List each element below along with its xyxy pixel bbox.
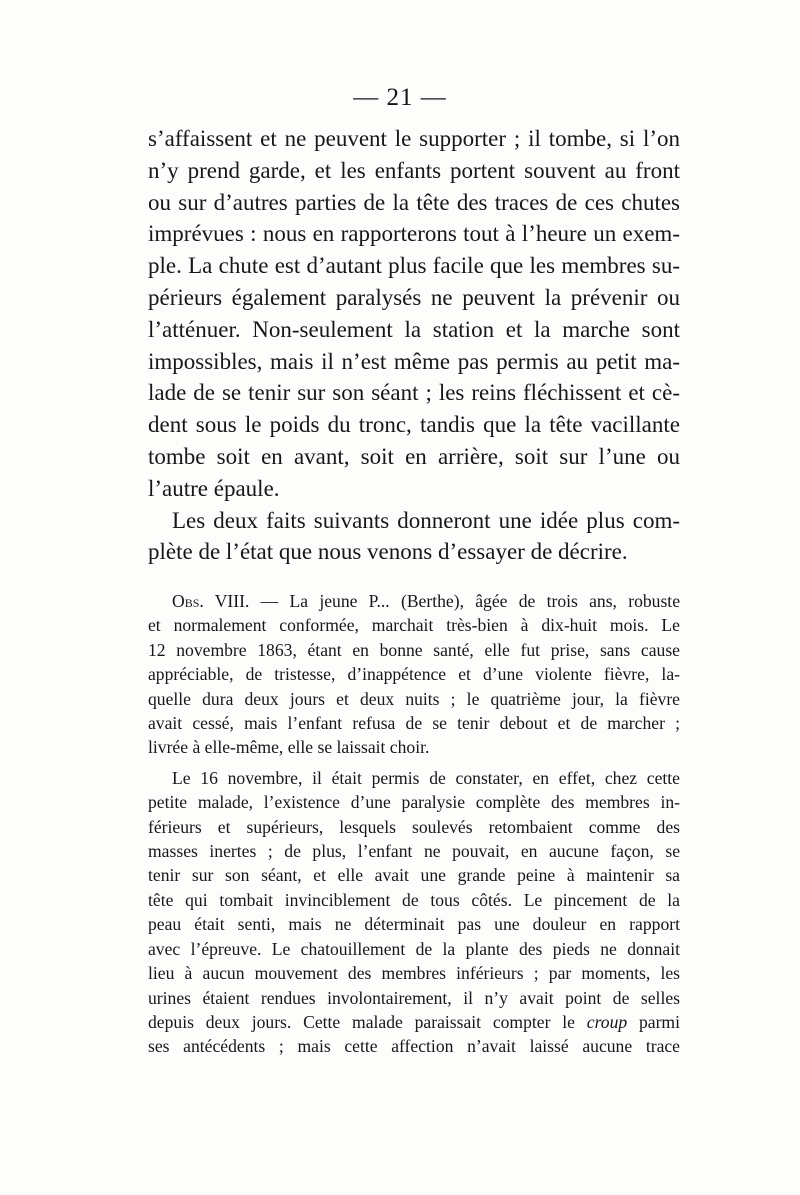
observation-line: peau était senti, mais ne déterminait pas une douleur en rapport xyxy=(148,914,680,935)
observation-label: Obs. VIII. xyxy=(172,591,250,611)
main-line: plète de l’état que nous venons d’essayer de décrire. xyxy=(148,539,628,565)
observation-line: urines étaient rendues involontairement, il n’y avait point de selles xyxy=(148,987,680,1008)
observation-line: avec l’épreuve. Le chatouillement de la plante des pieds ne donnait xyxy=(148,938,680,959)
observation-block xyxy=(148,589,680,1059)
observation-line: appréciable, de tristesse, d’inappétence et d’une violente fièvre, la- xyxy=(148,664,680,685)
observation-line: Le 16 novembre, il était permis de constater, en effet, chez cette xyxy=(172,767,680,788)
main-line: n’y prend garde, et les enfants portent souvent au front xyxy=(148,157,680,183)
observation-line: lieu à aucun mouvement des membres inférieurs ; par moments, les xyxy=(148,963,680,984)
observation-line: 12 novembre 1863, étant en bonne santé, elle fut prise, sans cause xyxy=(148,639,680,660)
main-line: imprévues : nous en rapporterons tout à l’heure un exem- xyxy=(148,221,680,247)
observation-line: livrée à elle-même, elle se laissait choir. xyxy=(148,737,430,758)
observation-line: avait cessé, mais l’enfant refusa de se tenir debout et de marcher ; xyxy=(148,713,680,734)
main-text xyxy=(148,123,680,568)
observation-line xyxy=(148,1010,680,1034)
observation-line: masses inertes ; de plus, l’enfant ne pouvait, en aucune façon, se xyxy=(148,841,680,862)
main-line: tombe soit en avant, soit en arrière, soit sur l’une ou xyxy=(148,443,680,469)
main-line: dent sous le poids du tronc, tandis que la tête vacillante xyxy=(148,412,680,438)
main-line: lade de se tenir sur son séant ; les reins fléchissent et cè- xyxy=(148,380,680,406)
observation-text: depuis deux jours. Cette malade paraissait compter le xyxy=(148,1011,587,1032)
observation-line: tenir sur son séant, et elle avait une grande peine à maintenir sa xyxy=(148,865,680,886)
observation-line: quelle dura deux jours et deux nuits ; le quatrième jour, la fièvre xyxy=(148,688,680,709)
page-number: — 21 — xyxy=(353,84,447,111)
main-line: s’affaissent et ne peuvent le supporter ; il tombe, si l’on xyxy=(148,126,680,151)
observation-line: férieurs et supérieurs, lesquels soulevés retombaient comme des xyxy=(148,816,680,837)
observation-text: parmi xyxy=(627,1011,681,1032)
observation-line: et normalement conformée, marchait très-bien à dix-huit mois. Le xyxy=(148,615,680,636)
main-line: périeurs également paralysés ne peuvent la prévenir ou xyxy=(148,284,680,310)
observation-line: ses antécédents ; mais cette affection n’avait laissé aucune trace xyxy=(148,1036,680,1057)
observation-line: petite malade, l’existence d’une paralysie complète des membres in- xyxy=(148,792,680,813)
italic-term: croup xyxy=(586,1011,628,1032)
observation-line xyxy=(148,589,680,613)
main-line: l’atténuer. Non-seulement la station et la marche sont xyxy=(148,316,680,342)
main-line: ou sur d’autres parties de la tête des traces de ces chutes xyxy=(148,189,680,215)
observation-text: — La jeune P... (Berthe), âgée de trois ans, robuste xyxy=(249,591,681,611)
observation-line: tête qui tombait invinciblement de tous côtés. Le pincement de la xyxy=(148,889,680,910)
main-line: Les deux faits suivants donneront une idée plus com- xyxy=(172,507,680,533)
main-line: ple. La chute est d’autant plus facile que les membres su- xyxy=(148,253,680,279)
main-line: l’autre épaule. xyxy=(148,475,280,501)
main-line: impossibles, mais il n’est même pas permis au petit ma- xyxy=(148,348,680,374)
